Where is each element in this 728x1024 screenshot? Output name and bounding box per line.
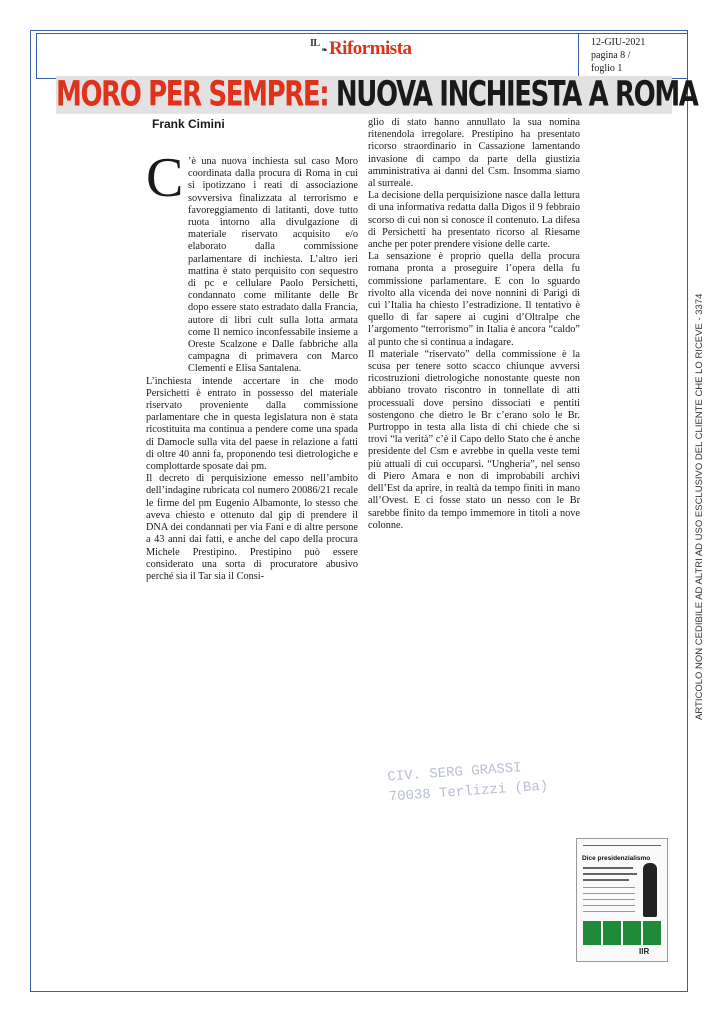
sheet-number: foglio 1 <box>591 63 623 74</box>
thumbnail-text-line <box>583 887 635 888</box>
page-thumbnail <box>576 838 668 962</box>
thumbnail-green-box <box>583 921 601 945</box>
logo-prefix: IL <box>310 38 320 49</box>
thumbnail-text-line <box>583 873 637 875</box>
headline-part1: MORO PER SEMPRE: <box>56 74 329 116</box>
logo-mark-icon: ❧ <box>321 46 327 54</box>
thumbnail-text-line <box>583 905 635 906</box>
paragraph: L’inchiesta intende accertare in che modo Persichetti è entrato in possesso del materiale riservato proveniente dalla commissione parlamentare che in questa legislatura non è stata ricostituita ma continua a pendere come una spada di Damocle sulla vita del paese in relazione a fatti di oltre 40 anni fa, proponendo tesi dietrologiche e complottarde sposate dai pm. <box>146 375 358 473</box>
paragraph: glio di stato hanno annullato la sua nomina ritenendola irregolare. Prestipino ha presentato ricorso straordinario in Cassazione lamentando invasione di campo da parte della giustizia amministrativa ai danni del Csm. Insomma siamo al surreale. <box>368 117 580 190</box>
thumbnail-title: Dice presidenzialismo <box>582 855 651 862</box>
paragraph: Il decreto di perquisizione emesso nell’ambito dell’indagine rubricata col numero 20086/21 recale le firme del pm Eugenio Albamonte, lo stesso che aveva chiesto e ottenuto dal gip di prendere il DNA dei condannati per via Fani e di altre persone a 43 anni dai fatti, e anche del capo della procura Michele Prestipino. Prestipino può essere considerato una sorta di procuratore abusivo perché sia il Tar sia il Consi- <box>146 473 358 582</box>
thumbnail-figure-icon <box>643 863 657 917</box>
author-byline: Frank Cimini <box>152 117 225 131</box>
newspaper-logo <box>310 38 412 60</box>
paragraph: La decisione della perquisizione nasce dalla lettura di una informativa redatta dalla Digos il 9 febbraio scorso di cui non si conosce il contenuto. La difesa di Persichetti ha presentato ricorso al Riesame anche per poter prendere visione delle carte. <box>368 190 580 251</box>
headline <box>56 74 698 116</box>
logo-name: Riformista <box>328 38 412 59</box>
publication-date: 12-GIU-2021 <box>591 37 646 48</box>
copyright-note: ARTICOLO NON CEDIBILE AD ALTRI AD USO ESCLUSIVO DEL CLIENTE CHE LO RICEVE - 3374 <box>694 293 705 720</box>
thumbnail-green-box <box>643 921 661 945</box>
thumbnail-text-line <box>583 867 633 869</box>
article-column-2 <box>368 117 580 532</box>
thumbnail-text-line <box>583 911 635 912</box>
thumbnail-green-box <box>623 921 641 945</box>
headline-part2: NUOVA INCHIESTA A ROMA <box>335 74 698 116</box>
thumbnail-text-line <box>583 899 635 900</box>
thumbnail-logo: IlR <box>639 947 650 956</box>
paragraph-text: ’è una nuova inchiesta sul caso Moro coordinata dalla procura di Roma in cui si ipotizzano i reati di associazione sovversiva finalizzata al terrorismo e favoreggiamento di latitanti, dove tutto ruota intorno alla divulgazione di materiale riservato acquisito e/o elaborato dalla commissione parlamentare di inchiesta. L’altro ieri mattina è stato perquisito con sequestro di pc e cellulare Paolo Persichetti, condannato come militante delle Br dopo essere stato estradato dalla Francia, autore di libri cult sulla lotta armata come Il nemico inconfessabile insieme a Oreste Scalzone e Dalle fabbriche alla campagna di primavera con Marco Clementi e Elisa Santalena. <box>188 156 358 375</box>
date-block <box>578 33 685 77</box>
stamp-line: CIV. SERG GRASSI <box>386 760 523 786</box>
thumbnail-text-line <box>583 893 635 894</box>
paragraph <box>146 156 358 376</box>
paragraph: Il materiale “riservato” della commissione è la scusa per tenere sotto scacco chiunque avversi ricostruzioni dietrologiche nonostante queste non abbiano trovato riscontro in tonnellate di atti processuali dove persino dissociati e pentiti sostengono che dietro le Br c’erano solo le Br. Purtroppo in testa alla lista di chi chiede che si trovi “la verità” c’è il Capo dello Stato che è anche presidente del Csm e avrebbe in quella veste temi più attuali di cui occuparsi. “Ungheria”, nel senso di Piero Amara e non di improbabili archivi dell’Est da aprire, in realtà da tempo finiti in mano all’Ovest. E ci fosse stato un nesso con le Br sarebbe finito da tempo immemore in titoli a nove colonne. <box>368 348 580 531</box>
drop-cap: C <box>146 147 184 209</box>
paragraph: La sensazione è proprio quella della procura romana pronta a proseguire l’opera della fu commissione parlamentare. E con lo sguardo rivolto alla vicenda dei nove nonnini di Parigi di cui l’Italia ha chiesto l’estradizione. Il tentativo è quello di far sapere ai cugini d’Oltralpe che l’argomento “terrorismo” in Italia è ancora “caldo” al punto che si continua a indagare. <box>368 251 580 348</box>
article-column-1 <box>146 156 358 583</box>
thumbnail-green-box <box>603 921 621 945</box>
stamp-line: 70038 Terlizzi (Ba) <box>388 778 549 806</box>
thumbnail-rule <box>583 845 661 846</box>
page-number: pagina 8 / <box>591 50 631 61</box>
thumbnail-text-line <box>583 879 629 881</box>
